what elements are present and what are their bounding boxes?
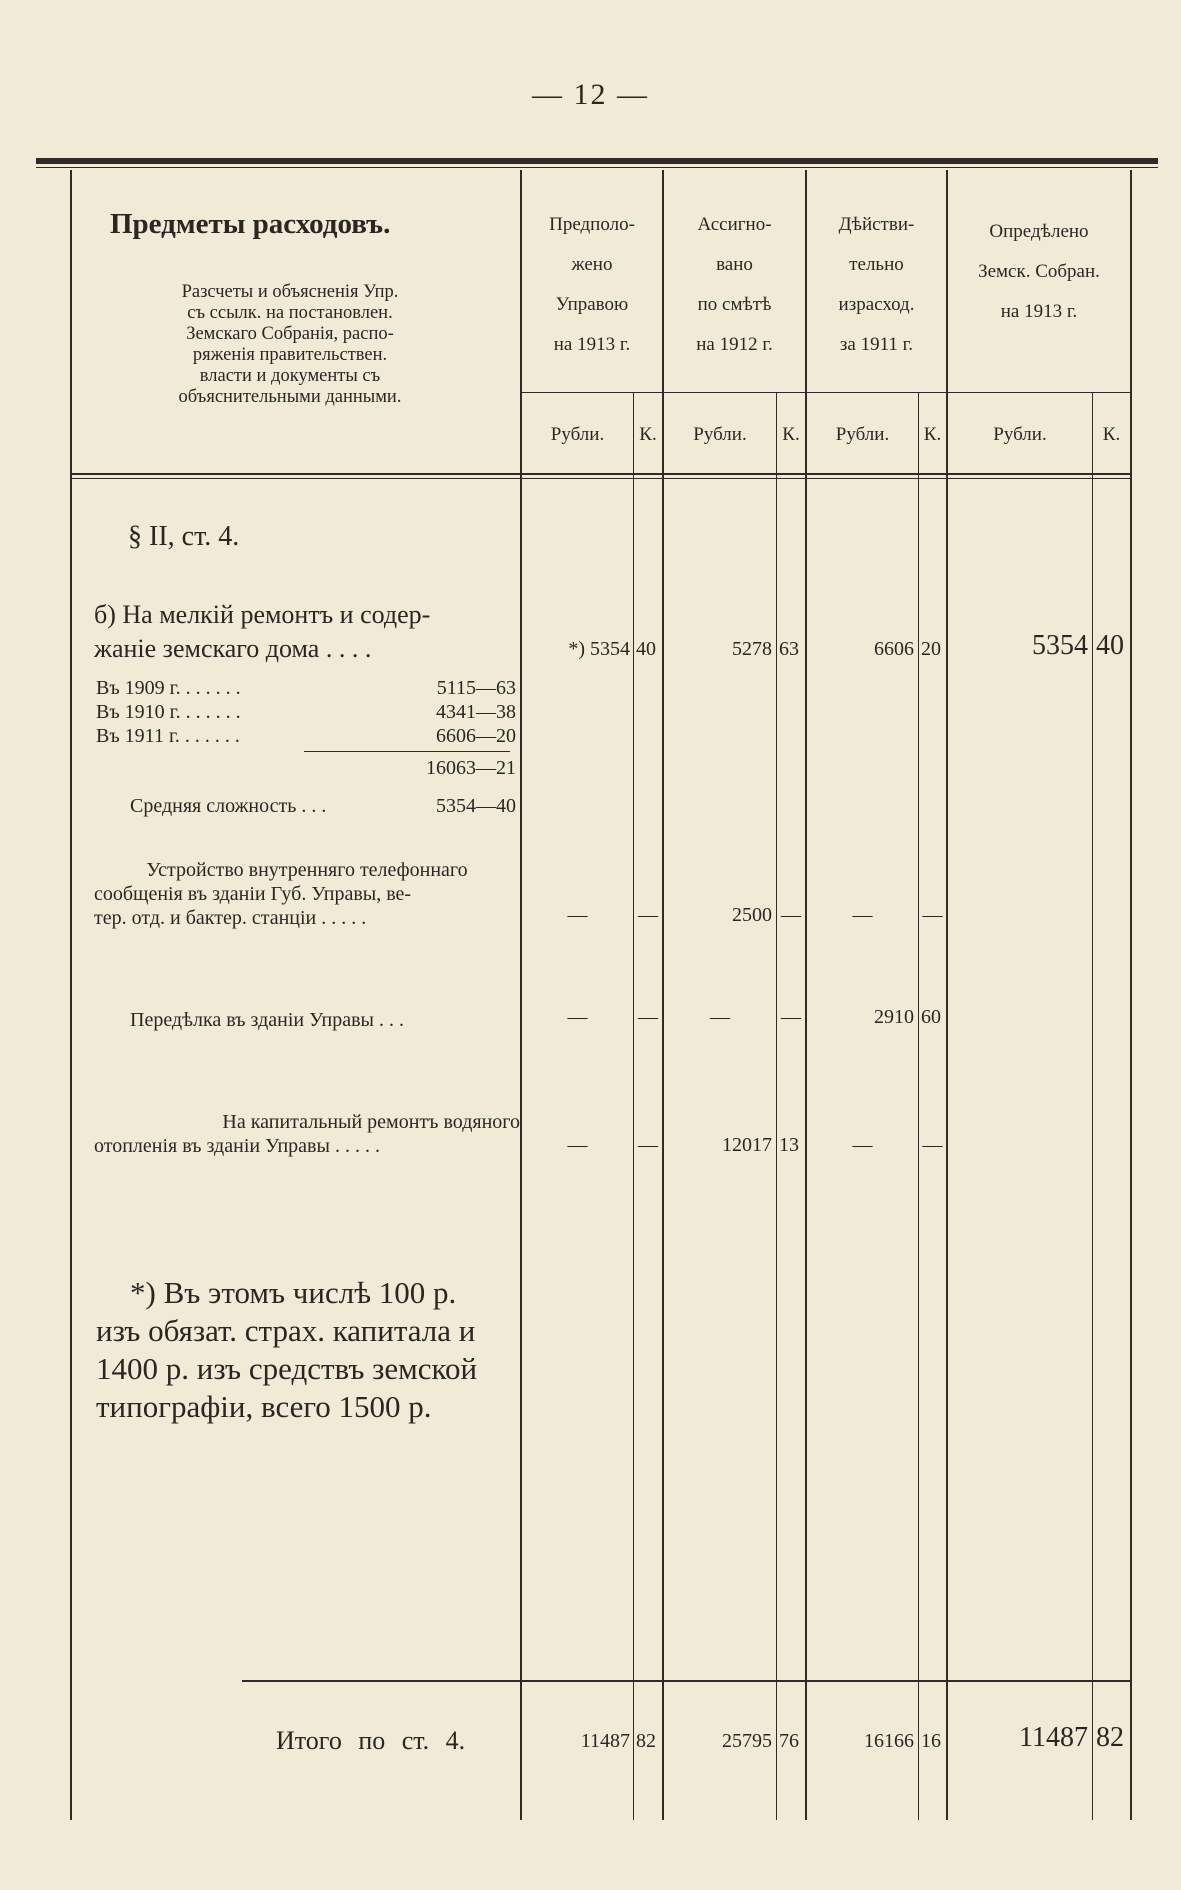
heating-col1-kop: —: [638, 1134, 658, 1156]
repair-col4-rub: 5354: [1032, 630, 1088, 661]
col2-rub-label: Рубли.: [693, 424, 747, 445]
years-sum: 16063—21: [426, 757, 516, 779]
heating-col3-rub: —: [852, 1134, 873, 1156]
heating-col2-rub: 12017: [722, 1134, 772, 1156]
total-col3-kop: 16: [921, 1730, 941, 1752]
sum-rule: [304, 751, 510, 752]
rework-col2-rub: —: [710, 1006, 730, 1028]
total-col2-kop: 76: [779, 1730, 799, 1752]
vrule-col4-kop: [1092, 392, 1093, 1820]
rework-col2-kop: —: [781, 1006, 801, 1028]
header-bottom-rule-2: [70, 478, 1130, 479]
item-phone: Устройство внутренняго телефоннаго сообщенія въ зданіи Губ. Управы, ве- тер. отд. и бактер. станціи . . . . .: [94, 859, 468, 929]
item-repair: б) На мелкій ремонтъ и содер- жаніе земскаго дома . . . .: [94, 600, 431, 663]
total-col2-rub: 25795: [722, 1730, 772, 1752]
col4-rub-label: Рубли.: [993, 424, 1047, 445]
repair-col1-rub: *) 5354: [568, 638, 630, 660]
col1-kop-label: К.: [639, 424, 657, 445]
col3-header: Дѣйстви- тельно израсход. за 1911 г.: [838, 214, 915, 355]
rework-col3-kop: 60: [921, 1006, 941, 1028]
heating-col2-kop: 13: [779, 1134, 799, 1156]
col3-kop-label: К.: [923, 424, 942, 445]
vrule-col3-kop: [918, 392, 919, 1820]
items-subtitle: Разсчеты и объясненія Упр. съ ссылк. на постановлен. Земскаго Собранія, распо- ряженія правительствен. власти и документы съ объяснительными данными.: [178, 282, 402, 407]
rework-col1-kop: —: [638, 1006, 658, 1028]
repair-col3-rub: 6606: [874, 638, 914, 660]
header-bottom-rule: [70, 473, 1130, 475]
vrule-right: [1130, 170, 1132, 1820]
vrule-col3: [805, 170, 807, 1820]
heating-col3-kop: —: [922, 1134, 943, 1156]
vrule-left: [70, 170, 72, 1820]
repair-col2-rub: 5278: [732, 638, 772, 660]
col2-header: Ассигно- вано по смѣтѣ на 1912 г.: [696, 214, 773, 355]
item-heating: На капитальный ремонтъ водяного отопленія въ зданіи Управы . . . . .: [94, 1111, 520, 1157]
item-rework: Передѣлка въ зданіи Управы . . .: [130, 1009, 404, 1031]
section-title: § II, ст. 4.: [128, 521, 240, 552]
repair-col2-kop: 63: [779, 638, 799, 660]
repair-col3-kop: 20: [921, 638, 941, 660]
repair-col4-kop: 40: [1096, 630, 1124, 661]
page-number: — 12 —: [532, 78, 649, 111]
top-thin-rule: [36, 167, 1158, 168]
vrule-col4: [946, 170, 948, 1820]
phone-col1-kop: —: [638, 904, 658, 926]
heating-col1-rub: —: [567, 1134, 588, 1156]
total-rule: [242, 1680, 1130, 1682]
total-col4-rub: 11487: [1019, 1722, 1088, 1753]
total-col4-kop: 82: [1096, 1722, 1124, 1753]
footnote: *) Въ этомъ числѣ 100 р. изъ обязат. страх. капитала и 1400 р. изъ средствъ земской типографіи, всего 1500 р.: [96, 1275, 478, 1424]
vrule-col1-kop: [633, 392, 634, 1820]
phone-col1-rub: —: [567, 904, 588, 926]
col4-kop-label: К.: [1102, 424, 1121, 445]
col1-header: Предполо- жено Управою на 1913 г.: [549, 214, 635, 355]
col2-kop-label: К.: [782, 424, 800, 445]
total-col1-rub: 11487: [580, 1730, 630, 1752]
units-rule: [522, 392, 1130, 393]
items-title: Предметы расходовъ.: [110, 208, 391, 240]
total-label: Итого по ст. 4.: [276, 1726, 466, 1755]
average: Средняя сложность . . . 5354—40: [130, 795, 516, 817]
total-col1-kop: 82: [636, 1730, 656, 1752]
vrule-col2: [662, 170, 664, 1820]
rework-col1-rub: —: [567, 1006, 588, 1028]
years-breakdown: Въ 1909 г. . . . . . . 5115—63 Въ 1910 г. . . . . . . 4341—38 Въ 1911 г. . . . . . . 6606—20: [96, 677, 516, 747]
col4-header: Опредѣлено Земск. Собран. на 1913 г.: [978, 221, 1100, 322]
phone-col2-kop: —: [781, 904, 801, 926]
total-col3-rub: 16166: [864, 1730, 914, 1752]
vrule-col2-kop: [776, 392, 777, 1820]
top-thick-rule: [36, 158, 1158, 164]
phone-col2-rub: 2500: [732, 904, 772, 926]
phone-col3-kop: —: [922, 904, 943, 926]
col3-rub-label: Рубли.: [835, 424, 890, 445]
repair-col1-kop: 40: [636, 638, 656, 660]
phone-col3-rub: —: [852, 904, 873, 926]
vrule-col1: [520, 170, 522, 1820]
col1-rub-label: Рубли.: [550, 424, 605, 445]
rework-col3-rub: 2910: [874, 1006, 914, 1028]
